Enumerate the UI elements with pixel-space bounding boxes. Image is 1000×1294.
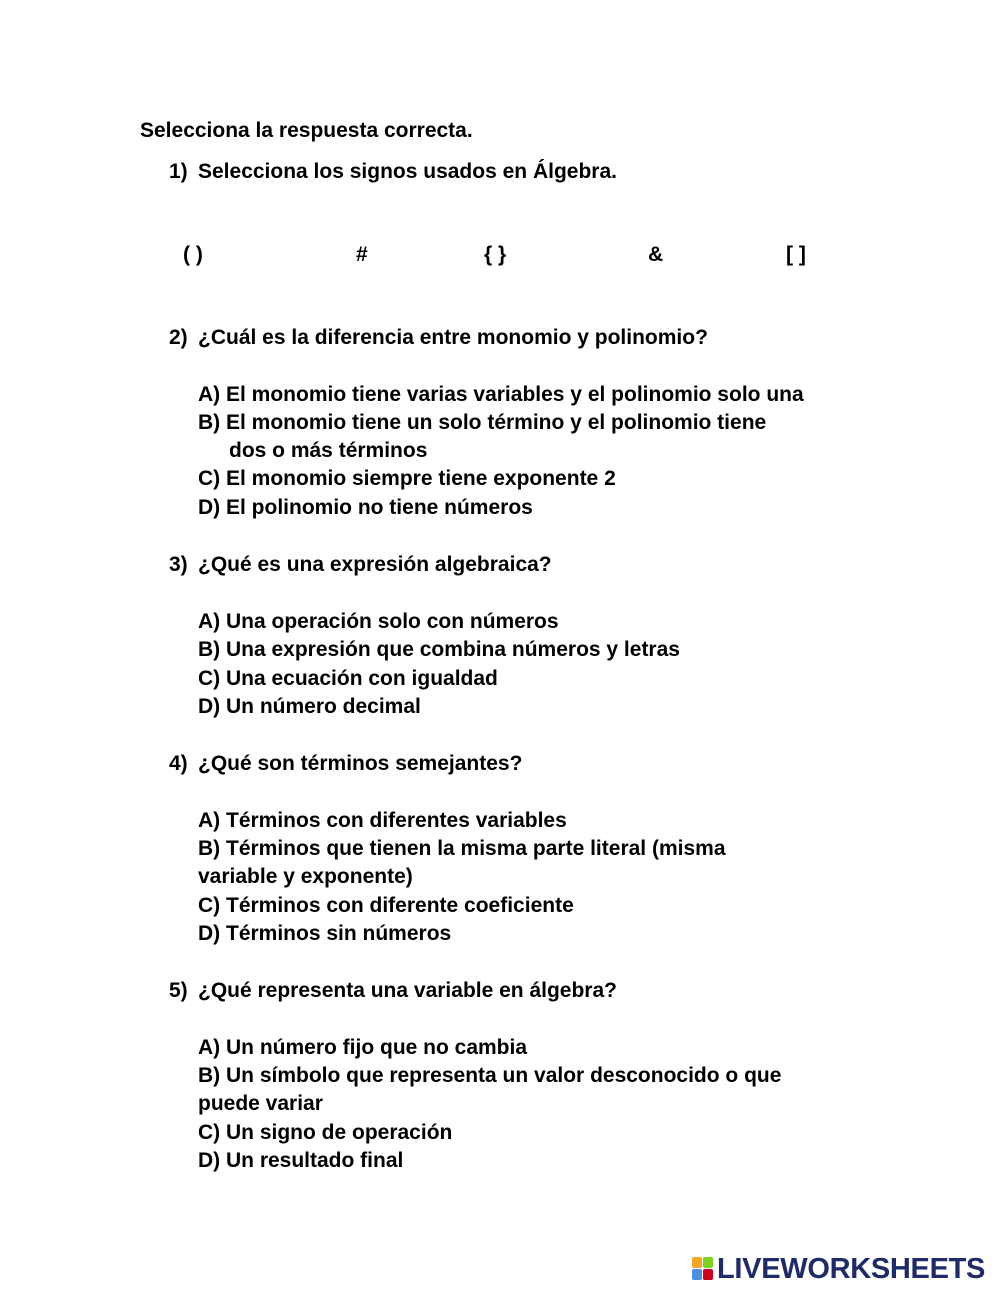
q5-option-a[interactable]: A) Un número fijo que no cambia <box>198 1036 528 1059</box>
symbol-option-parentheses[interactable]: ( ) <box>183 243 203 266</box>
question-3-number: 3) <box>169 553 188 576</box>
liveworksheets-logo-icon <box>692 1257 714 1281</box>
q5-option-b[interactable]: B) Un símbolo que representa un valor desconocido o que <box>198 1064 782 1087</box>
logo-tile-3 <box>692 1269 702 1280</box>
symbol-option-hash[interactable]: # <box>356 243 368 266</box>
logo-tile-4 <box>703 1269 713 1280</box>
q3-option-c[interactable]: C) Una ecuación con igualdad <box>198 667 498 690</box>
q4-option-d[interactable]: D) Términos sin números <box>198 922 452 945</box>
question-2-number: 2) <box>169 326 188 349</box>
question-4-number: 4) <box>169 752 188 775</box>
q3-option-b[interactable]: B) Una expresión que combina números y letras <box>198 638 680 661</box>
q5-option-b-continued[interactable]: puede variar <box>198 1092 323 1115</box>
symbol-option-ampersand[interactable]: & <box>648 243 664 266</box>
q2-option-b[interactable]: B) El monomio tiene un solo término y el polinomio tiene <box>198 411 767 434</box>
question-1-number: 1) <box>169 160 188 183</box>
symbol-option-brackets[interactable]: [ ] <box>786 243 806 266</box>
question-5-text: ¿Qué representa una variable en álgebra? <box>198 979 617 1002</box>
question-2-text: ¿Cuál es la diferencia entre monomio y polinomio? <box>198 326 708 349</box>
q3-option-d[interactable]: D) Un número decimal <box>198 695 421 718</box>
q2-option-d[interactable]: D) El polinomio no tiene números <box>198 496 533 519</box>
q5-option-c[interactable]: C) Un signo de operación <box>198 1121 453 1144</box>
q4-option-b[interactable]: B) Términos que tienen la misma parte literal (misma <box>198 837 726 860</box>
q5-option-d[interactable]: D) Un resultado final <box>198 1149 404 1172</box>
q3-option-a[interactable]: A) Una operación solo con números <box>198 610 559 633</box>
q4-option-b-continued[interactable]: variable y exponente) <box>198 865 413 888</box>
q4-option-a[interactable]: A) Términos con diferentes variables <box>198 809 567 832</box>
question-4-text: ¿Qué son términos semejantes? <box>198 752 523 775</box>
symbol-option-braces[interactable]: { } <box>484 243 507 266</box>
liveworksheets-logo <box>692 1254 985 1284</box>
question-1-text: Selecciona los signos usados en Álgebra. <box>198 160 617 183</box>
logo-tile-2 <box>703 1257 713 1268</box>
q2-option-c[interactable]: C) El monomio siempre tiene exponente 2 <box>198 467 616 490</box>
question-5-number: 5) <box>169 979 188 1002</box>
liveworksheets-logo-text: LIVEWORKSHEETS <box>717 1252 986 1285</box>
instruction-text: Selecciona la respuesta correcta. <box>140 119 473 142</box>
logo-tile-1 <box>692 1257 702 1268</box>
question-3-text: ¿Qué es una expresión algebraica? <box>198 553 552 576</box>
q2-option-b-continued[interactable]: dos o más términos <box>229 439 428 462</box>
q2-option-a[interactable]: A) El monomio tiene varias variables y el polinomio solo una <box>198 383 804 406</box>
q4-option-c[interactable]: C) Términos con diferente coeficiente <box>198 894 574 917</box>
